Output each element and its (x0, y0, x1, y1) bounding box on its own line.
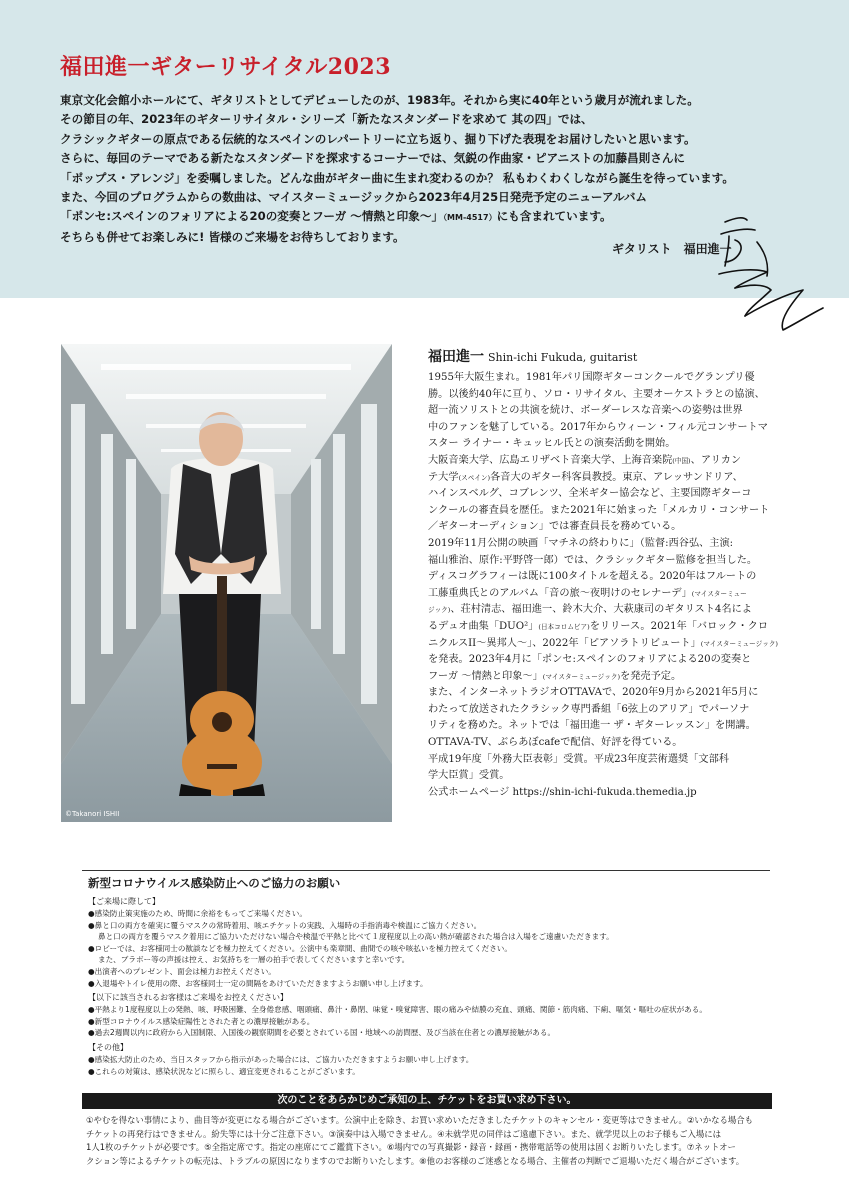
bio-line (428, 470, 768, 487)
bio-note: ジック) (428, 606, 451, 615)
artist-photo (61, 344, 392, 822)
bio-note: (中国) (672, 456, 691, 465)
notice-heading: 【ご来場に際して】 (88, 897, 160, 906)
bio-line: を発表。2023年4月に「ポンセ:スペインのフォリアによる20の変奏と (428, 654, 752, 666)
ticket-term-line: 1人1枚のチケットが必要です。⑤全指定席です。指定の座席にてご鑑賞下さい。⑥場内での写真撮影・録音・録画・携帯電話等の使用は固くお断りいたします。⑦ネットオー (86, 1142, 736, 1152)
bio-line: リティを務めた。ネットでは「福田進一 ザ・ギターレッスン」を開講。 (428, 720, 756, 732)
notice-item: ●感染防止策実施のため、時間に余裕をもってご来場ください。 (88, 909, 307, 918)
recital-title: 福田進一ギターリサイタル2023 (60, 54, 392, 80)
bio-line: OTTAVA-TV、ぶらあぼcafeで配信、好評を得ている。 (428, 737, 683, 749)
notice-item: ●出演者へのプレゼント、面会は極力お控えください。 (88, 966, 276, 976)
section-divider (82, 870, 770, 871)
bio-line: また、インターネットラジオOTTAVAで、2020年9月から2021年5月に (428, 687, 759, 699)
notice-item: ●入退場やトイレ使用の際、お客様同士一定の間隔をあけていただきますようお願い申し上げます。 (88, 978, 428, 988)
notice-item: ●鼻と口の両方を確実に覆うマスクの常時着用、咳エチケットの実践、入場時の手指消毒や検温にご協力ください。 (88, 920, 482, 930)
bio-line: 学大臣賞」受賞。 (428, 770, 510, 782)
album-line (60, 207, 790, 227)
bio-text: 大阪音楽大学、広島エリザベト音楽大学、上海音楽院 (428, 454, 673, 466)
notice-item: ●感染拡大防止のため、当日スタッフから指示があった場合には、ご協力いただきますようお願い申し上げます。 (88, 1054, 474, 1064)
message-line: その節目の年、2023年のギターリサイタル・シリーズ「新たなスタンダードを求めて 其の四」では、 (60, 112, 593, 127)
bio-line: 平成19年度「外務大臣表彰」受賞。平成23年度芸術選奨「文部科 (428, 753, 729, 765)
bio-line: ディスコグラフィーは既に100タイトルを超える。2020年はフルートの (428, 571, 757, 583)
bio-line (428, 619, 768, 636)
bio-text: を発売予定。 (620, 670, 682, 682)
bio-line: 2019年11月公開の映画「マチネの終わりに」（監督:西谷弘、主演: (428, 537, 734, 549)
notice-item: ●これらの対策は、感染状況などに照らし、適宜変更されることがございます。 (88, 1066, 360, 1076)
bio-name: 福田進一 (428, 349, 484, 365)
bio-text: 、荘村清志、福田進一、鈴木大介、大萩康司のギタリスト4名によ (450, 604, 752, 616)
bio-line: ／ギターオーディション」では審査員長を務めている。 (428, 521, 682, 533)
closing-line: そちらも併せてお楽しみに! 皆様のご来場をお待ちしております。 (60, 229, 405, 244)
bio-heading (428, 346, 768, 366)
bio-text: るデュオ曲集「DUO²」 (428, 620, 539, 632)
notice-item: 鼻と口の両方を覆うマスク着用にご協力いただけない場合や検温で平熱と比べて１度程度以上の高い熱が確認された場合は入場をご遠慮いただきます。 (98, 932, 614, 942)
message-line: 「ポップス・アレンジ」を委嘱しました。どんな曲がギター曲に生まれ変わるのか？ 私もわくわくしながら誕生を待っています。 (60, 170, 734, 185)
bio-text: テ大学 (428, 471, 459, 483)
bio-note: (日本コロムビア) (538, 622, 590, 631)
bio-line: 超一流ソリストとの共演を続け、ボーダーレスな音楽への姿勢は世界 (428, 405, 743, 417)
bio-line (428, 669, 768, 686)
message-line: クラシックギターの原点である伝統的なスペインのレパートリーに立ち返り、掘り下げた表現をお届けしたいと思います。 (60, 131, 696, 146)
bio-line: わたって放送されたクラシック専門番組「6弦上のアリア」でパーソナ (428, 703, 750, 715)
bio-line (428, 636, 778, 653)
bio-note: (マイスターミュー (691, 589, 747, 598)
bio-line: 中のファンを魅了している。2017年からウィーン・フィル元コンサートマ (428, 421, 768, 433)
photo-credit: ©Takanori ISHII (65, 810, 120, 818)
bio-name-en: Shin-ichi Fukuda, guitarist (488, 351, 638, 364)
message-line: また、今回のプログラムからの数曲は、マイスターミュージックから2023年4月25日発売予定のニューアルバム (60, 190, 648, 205)
bio-line (428, 453, 768, 470)
bio-note: (スペイン) (458, 473, 491, 482)
bio-note: (マイスターミュージック) (700, 639, 778, 648)
notice-item: ●平熱より1度程度以上の発熱、咳、呼吸困難、全身倦怠感、咽頭痛、鼻汁・鼻閉、味覚・嗅覚障害、眼の痛みや結膜の充血、頭痛、関節・筋肉痛、下痢、嘔気・嘔吐の症状がある。 (88, 1005, 707, 1015)
notice-item: ●ロビーでは、お客様同士の歓談などを極力控えてください。公演中も楽章間、曲間での咳や咳払いを極力控えてください。 (88, 943, 512, 953)
bio-line: ハインスベルグ、コブレンツ、全米ギター協会など、主要国際ギターコ (428, 488, 752, 500)
ticket-term-line: ①やむを得ない事情により、曲目等が変更になる場合がございます。公演中止を除き、お買い求めいただきましたチケットのキャンセル・変更等はできません。②いかなる場合も (86, 1115, 754, 1125)
bio-text: 、アリカン (690, 454, 742, 466)
bio-text: をリリース。2021年「バロック・クロ (589, 620, 769, 632)
signature-label: ギタリスト 福田進一 (612, 242, 732, 256)
bio-text: フーガ ～情熱と印象～」 (428, 670, 543, 682)
bio-text: 各音大のギター科客員教授。東京、アレッサンドリア、 (490, 471, 743, 483)
bio-text: 工藤重典氏とのアルバム「音の旅～夜明けのセレナーデ」 (428, 587, 692, 599)
album-catalog: （MM-4517） (443, 213, 497, 223)
album-title: 「ポンセ:スペインのフォリアによる20の変奏とフーガ ～情熱と印象～」 (60, 209, 444, 224)
artist-biography (428, 346, 778, 801)
bio-line: 勝。以後約40年に亘り、ソロ・リサイタル、主要オーケストラとの協演、 (428, 388, 765, 400)
homepage-link[interactable]: 公式ホームページ https://shin-ichi-fukuda.themedia.jp (428, 786, 697, 798)
notice-heading: 【その他】 (88, 1042, 128, 1052)
ticket-terms (86, 1114, 776, 1168)
notice-item: ●新型コロナウイルス感染症陽性とされた者との濃厚接触がある。 (88, 1016, 315, 1026)
ticket-notice-bar: 次のことをあらかじめご承知の上、チケットをお買い求め下さい。 (82, 1093, 772, 1109)
message-line: 東京文化会館小ホールにて、ギタリストとしてデビューしたのが、1983年。それから実に40年という歳月が流れました。 (60, 93, 699, 107)
ticket-term-line: チケットの再発行はできません。紛失等には十分ご注意下さい。③演奏中は入場できません。④未就学児の同伴はご遠慮下さい。また、就学児以上のお子様もご入場には (86, 1128, 722, 1139)
album-tail: にも含まれています。 (496, 209, 612, 224)
ticket-term-line: クション等によるチケットの転売は、トラブルの原因になりますのでお断りいたします。⑧他のお客様のご迷惑となる場合、主催者の判断でご退場いただく場合がございます。 (86, 1155, 745, 1166)
bio-line (428, 602, 768, 619)
message-line: さらに、毎回のテーマである新たなスタンダードを探求するコーナーでは、気鋭の作曲家・ピアニストの加藤昌則さんに (60, 151, 686, 166)
bio-line: 福山雅治、原作:平野啓一郎）では、クラシックギター監修を担当した。 (428, 554, 758, 566)
bio-line: スター ライナー・キュッヒル氏との演奏活動を開始。 (428, 438, 676, 450)
bio-line: 1955年大阪生まれ。1981年パリ国際ギターコンクールでグランプリ優 (428, 372, 755, 383)
bio-note: (マイスターミュージック) (542, 672, 621, 681)
notice-title: 新型コロナウイルス感染防止へのご協力のお願い (88, 876, 341, 890)
bio-text: ニクルスII～異邦人～」、2022年「ピアソラトリビュート」 (428, 637, 701, 649)
bio-line (428, 586, 768, 603)
handwritten-signature (695, 212, 830, 342)
bio-line: ンクールの審査員を歴任。また2021年に始まった「メルカリ・コンサート (428, 504, 770, 516)
notice-item: ●過去2週間以内に政府から入国制限、入国後の観察期間を必要とされている国・地域への訪問歴、及び当該在住者との濃厚接触がある。 (88, 1028, 556, 1038)
covid-notice (88, 875, 778, 1077)
notice-heading: 【以下に該当されるお客様はご来場をお控えください】 (88, 993, 288, 1003)
notice-item: また、ブラボー等の声援は控え、お気持ちを一層の拍手で表してくださいますと幸いです。 (98, 955, 410, 965)
artist-message (60, 91, 790, 247)
